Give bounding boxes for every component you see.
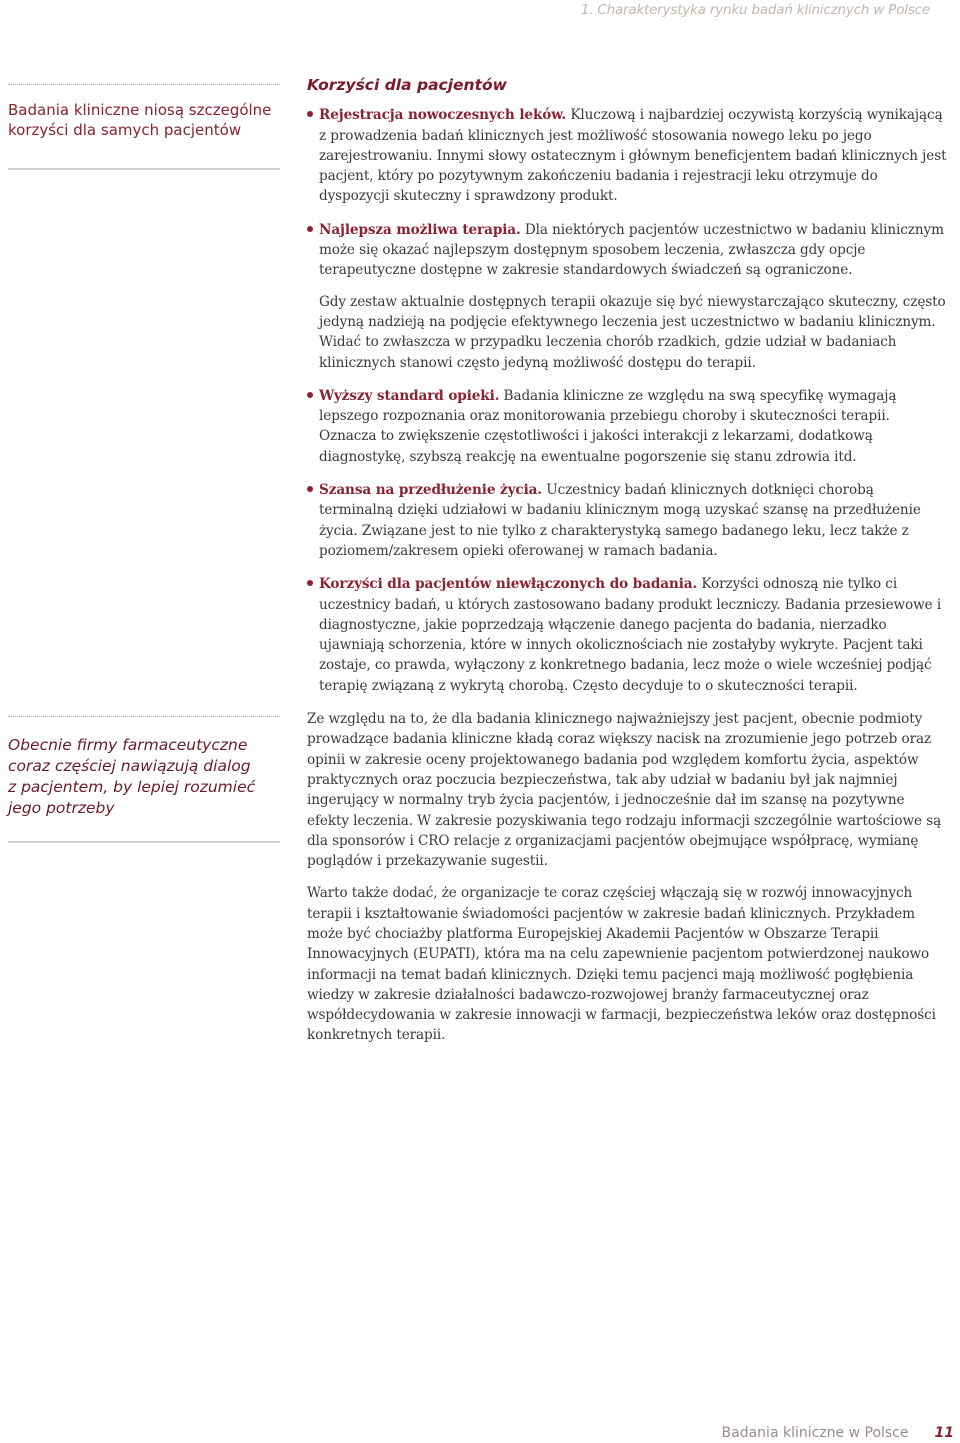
bullet-icon <box>307 486 313 492</box>
page-footer <box>722 1425 954 1441</box>
bullet-icon <box>307 111 313 117</box>
bullet-extra-paragraph: Gdy zestaw aktualnie dostępnych terapii okazuje się być niewystarczająco skuteczny, często jedyną nadzieją na podjęcie efektywnego leczenia jest uczestnictwo w badaniu klinicznym. Widać to zwłaszcza w przypadku leczenia chorób rzadkich, gdzie udział w badaniach klinicznych stanowi często jedyną możliwość dostępu do terapii. <box>319 293 946 371</box>
bullet-lead: Najlepsza możliwa terapia. <box>319 221 521 238</box>
list-item <box>307 220 947 373</box>
section-title: Korzyści dla pacjentów <box>307 76 507 94</box>
bullet-text: Dla niektórych pacjentów uczestnictwo w badaniu klinicznym może się okazać najlepszym dostępnym sposobem leczenia, zwłaszcza gdy opcje terapeutyczne dostępne w zakresie standardowych świadczeń są ograniczone. <box>319 221 944 279</box>
sidebar-quote-box <box>8 84 280 170</box>
body-paragraph: Ze względu na to, że dla badania klinicznego najważniejszy jest pacjent, obecnie podmioty prowadzące badania kliniczne kładą coraz większy nacisk na zrozumienie jego potrzeb oraz opinii w zakresie oceny projektowanego badania pod względem komfortu życia, aspektów praktycznych oraz poczucia bezpieczeństwa, tak aby udział w badaniu był jak najmniej ingerujący w normalny tryb życia pacjentów, i jednocześnie dał im szansę na pozytywne efekty leczenia. W zakresie pozyskiwania tego rodzaju informacji szczególnie wartościowe są dla sponsorów i CRO relacje z organizacjami pacjentów obejmujące współpracę, wymianę poglądów i przekazywanie sugestii. <box>307 711 942 870</box>
bullet-icon <box>307 226 313 232</box>
footer-title: Badania kliniczne w Polsce <box>721 1425 909 1441</box>
bullet-lead: Korzyści dla pacjentów niewłączonych do badania. <box>319 576 698 593</box>
bullet-text: Uczestnicy badań klinicznych dotknięci chorobą terminalną dzięki udziałowi w badaniu klinicznym mogą uzyskać szansę na przedłużenie życia. Związane jest to nie tylko z charakterystyką samego badanego leku, lecz także z poziomem/zakresem opieki oferowanej w ramach badania. <box>319 482 921 559</box>
bullet-paragraph <box>319 480 947 561</box>
main-content <box>307 75 947 1058</box>
bullet-lead: Szansa na przedłużenie życia. <box>319 482 542 499</box>
bullet-text: Korzyści odnoszą nie tylko ci uczestnicy badań, u których zastosowano badany produkt leczniczy. Badania przesiewowe i diagnostyczne, jakie poprzedzają włączenie danego pacjenta do badania, nierzadko ujawniają schorzenia, które w innych okolicznościach nie zostałyby wykryte. Pacjent taki zostaje, co prawda, wyłączony z konkretnego badania, lecz może o wiele wcześniej podjąć terapię związaną z wykrytą chorobą. Często decyduje to o skuteczności terapii. <box>319 576 942 694</box>
bullet-text: Badania kliniczne ze względu na swą specyfikę wymagają lepszego rozpoznania oraz monitorowania przebiegu choroby i skuteczności terapii. Oznacza to zwiększenie częstotliwości i jakości interakcji z lekarzami, dodatkową diagnostykę, szybszą reakcję na ewentualne pogorszenie się stanu zdrowia itd. <box>319 387 897 465</box>
bullet-lead: Wyższy standard opieki. <box>319 387 500 404</box>
list-item <box>307 480 947 561</box>
bullet-icon <box>307 392 313 398</box>
bullet-paragraph <box>319 386 947 467</box>
list-item <box>307 574 947 696</box>
bullet-paragraph <box>319 574 947 696</box>
sidebar-quote: Badania kliniczne niosą szczególne korzyści dla samych pacjentów <box>8 101 272 139</box>
sidebar-quote: Obecnie firmy farmaceutyczne coraz częściej nawiązują dialog z pacjentem, by lepiej rozumieć jego potrzeby <box>8 736 256 817</box>
sidebar-quote-box <box>8 716 280 843</box>
list-item <box>307 386 947 467</box>
bullet-paragraph <box>319 105 947 206</box>
list-item <box>307 105 947 206</box>
page-number: 11 <box>934 1425 954 1441</box>
bullet-lead: Rejestracja nowoczesnych leków. <box>319 107 567 124</box>
body-paragraph: Warto także dodać, że organizacje te coraz częściej włączają się w rozwój innowacyjnych terapii i kształtowanie świadomości pacjentów w zakresie badań klinicznych. Przykładem może być chociażby platforma Europejskiej Akademii Pacjentów w Obszarze Terapii Innowacyjnych (EUPATI), która ma na celu zapewnienie pacjentom potwierdzonej naukowo informacji na temat badań klinicznych. Dzięki temu pacjenci mają możliwość pogłębienia wiedzy w zakresie działalności badawczo-rozwojowej branży farmaceutycznej oraz współdecydowania w zakresie innowacji w farmacji, bezpieczeństwa leków oraz dostępności konkretnych terapii. <box>307 885 936 1044</box>
bullet-text: Kluczową i najbardziej oczywistą korzyścią wynikającą z prowadzenia badań klinicznych jest możliwość stosowania nowego leku po jego zarejestrowaniu. Innymi słowy ostatecznym i głównym beneficjentem badań klinicznych jest pacjent, który po pozytywnym zakończeniu badania i rejestracji leku otrzymuje do dyspozycji skuteczny i sprawdzony produkt. <box>319 107 947 205</box>
bullet-icon <box>307 580 313 586</box>
bullet-paragraph <box>319 220 947 281</box>
benefits-list <box>307 105 947 696</box>
running-header: 1. Charakterystyka rynku badań klinicznych w Polsce <box>580 2 930 18</box>
